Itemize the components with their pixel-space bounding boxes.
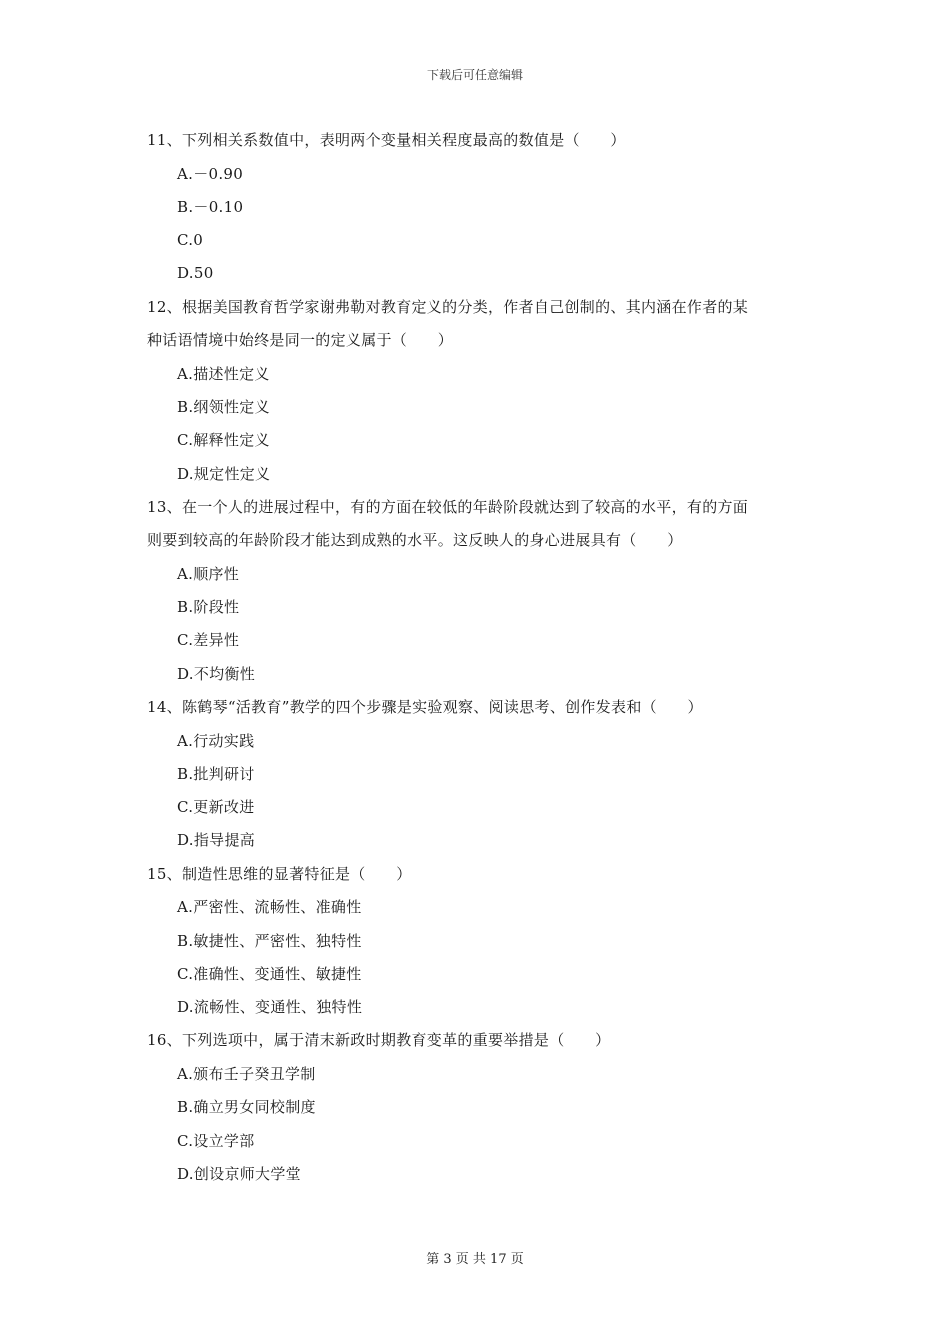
option-d: D.不均衡性: [177, 664, 256, 683]
option-a: A.行动实践: [177, 731, 255, 750]
option-b: B.敏捷性、严密性、独特性: [177, 931, 362, 950]
option-a: A.－0.90: [177, 164, 244, 183]
question-14: [147, 691, 827, 858]
question-stem-continued: 则要到较高的年龄阶段才能达到成熟的水平。这反映人的身心进展具有（ ）: [147, 531, 683, 550]
question-11: [147, 124, 827, 291]
question-15: [147, 858, 827, 1025]
question-stem: 16、下列选项中，属于清末新政时期教育变革的重要举措是（ ）: [147, 1031, 611, 1050]
page-number: 第 3 页 共 17 页: [426, 1252, 524, 1267]
option-b: B.阶段性: [177, 598, 240, 617]
question-stem: 14、陈鹤琴“活教育”教学的四个步骤是实验观察、阅读思考、创作发表和（ ）: [147, 698, 703, 717]
question-12: [147, 291, 827, 491]
option-c: C.0: [177, 231, 204, 250]
question-16: [147, 1024, 827, 1191]
option-b: B.纲领性定义: [177, 397, 270, 416]
option-b: B.批判研讨: [177, 764, 255, 783]
question-stem: 13、在一个人的进展过程中，有的方面在较低的年龄阶段就达到了较高的水平，有的方面: [147, 497, 749, 516]
question-list: [147, 124, 827, 1191]
option-b: B.－0.10: [177, 197, 244, 216]
question-stem: 12、根据美国教育哲学家谢弗勒对教育定义的分类，作者自己创制的、其内涵在作者的某: [147, 297, 749, 316]
option-d: D.流畅性、变通性、独特性: [177, 998, 363, 1017]
page-header: 下载后可任意编辑: [426, 68, 523, 82]
option-a: A.顺序性: [177, 564, 240, 583]
option-c: C.差异性: [177, 631, 240, 650]
option-a: A.严密性、流畅性、准确性: [177, 898, 362, 917]
option-d: D.创设京师大学堂: [177, 1164, 301, 1183]
option-d: D.规定性定义: [177, 464, 271, 483]
option-d: D.指导提高: [177, 831, 256, 850]
option-b: B.确立男女同校制度: [177, 1098, 316, 1117]
option-d: D.50: [177, 264, 214, 283]
question-stem: 11、下列相关系数值中，表明两个变量相关程度最高的数值是（ ）: [147, 131, 626, 149]
question-stem-continued: 种话语情境中始终是同一的定义属于（ ）: [147, 331, 454, 350]
option-c: C.更新改进: [177, 798, 255, 817]
option-c: C.设立学部: [177, 1131, 255, 1150]
option-a: A.颁布壬子癸丑学制: [177, 1064, 316, 1083]
option-c: C.解释性定义: [177, 431, 270, 450]
option-a: A.描述性定义: [177, 364, 270, 383]
option-c: C.准确性、变通性、敏捷性: [177, 964, 362, 983]
question-stem: 15、制造性思维的显著特征是（ ）: [147, 864, 412, 883]
question-13: [147, 491, 827, 691]
